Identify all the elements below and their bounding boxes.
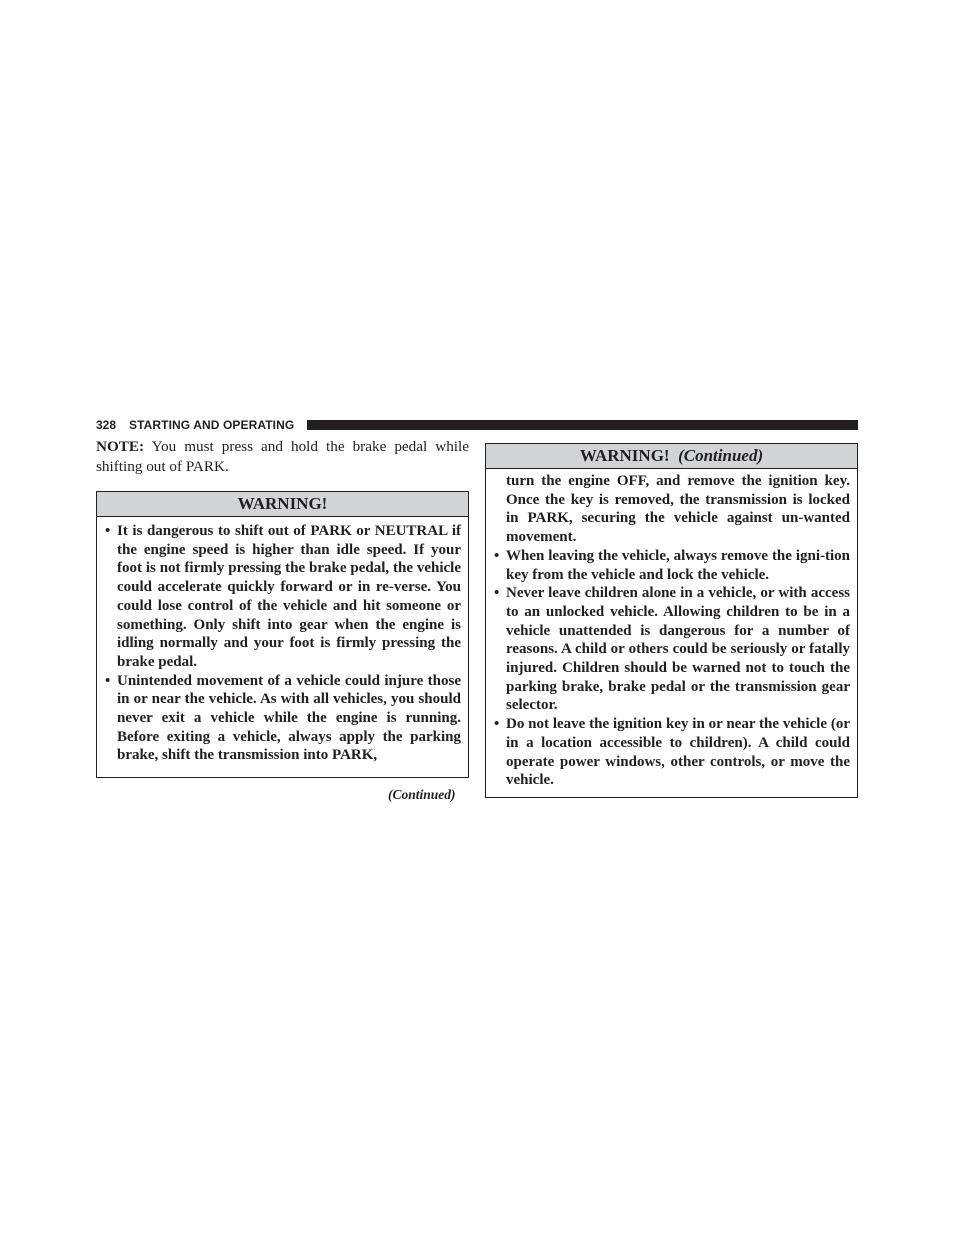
warning-title-continued: [486, 444, 857, 469]
warning-list: [104, 522, 461, 765]
warning-body-continued: [486, 469, 857, 794]
warning-title-text: WARNING!: [579, 446, 670, 465]
warning-box-continued: [485, 443, 858, 798]
page-number: 328: [96, 418, 117, 432]
page-header: [96, 417, 858, 433]
warning-continuation-text: turn the engine OFF, and remove the ignition key. Once the key is removed, the transmission is locked in PARK, securing the vehicle against un-wanted movement.: [506, 473, 850, 546]
continued-label: (Continued): [388, 787, 456, 802]
warning-body: [97, 517, 468, 769]
section-title: STARTING AND OPERATING: [129, 418, 295, 432]
warning-item: • Never leave children alone in a vehicle, or with access to an unlocked vehicle. Allowing children to be in a vehicle unattended is dangerous for a number of reasons. A child or others could be seriously or fatally injured. Children should be warned not to touch the parking brake, brake pedal or the transmission gear selector.: [493, 584, 850, 715]
note-label: NOTE:: [96, 438, 145, 455]
warning-list-continued: [493, 547, 850, 790]
warning-item: • When leaving the vehicle, always remove the igni-tion key from the vehicle and lock the vehicle.: [493, 547, 850, 584]
note-paragraph: [96, 437, 469, 476]
warning-title: WARNING!: [97, 492, 468, 517]
warning-box: [96, 491, 469, 778]
warning-title-suffix: (Continued): [678, 446, 764, 465]
warning-item: • Unintended movement of a vehicle could injure those in or near the vehicle. As with all vehicles, you should never exit a vehicle while the engine is running. Before exiting a vehicle, always apply the parking brake, shift the transmission into PARK,: [104, 672, 461, 766]
warning-item: • It is dangerous to shift out of PARK or NEUTRAL if the engine speed is higher than idle speed. If your foot is not firmly pressing the brake pedal, the vehicle could accelerate quickly forward or in re-verse. You could lose control of the vehicle and hit someone or something. Only shift into gear when the engine is idling normally and your foot is firmly pressing the brake pedal.: [104, 522, 461, 672]
header-rule-bar: [307, 420, 858, 430]
warning-item: • Do not leave the ignition key in or near the vehicle (or in a location accessible to children). A child could operate power windows, other controls, or move the vehicle.: [493, 715, 850, 790]
note-text: You must press and hold the brake pedal while shifting out of PARK.: [96, 438, 469, 475]
